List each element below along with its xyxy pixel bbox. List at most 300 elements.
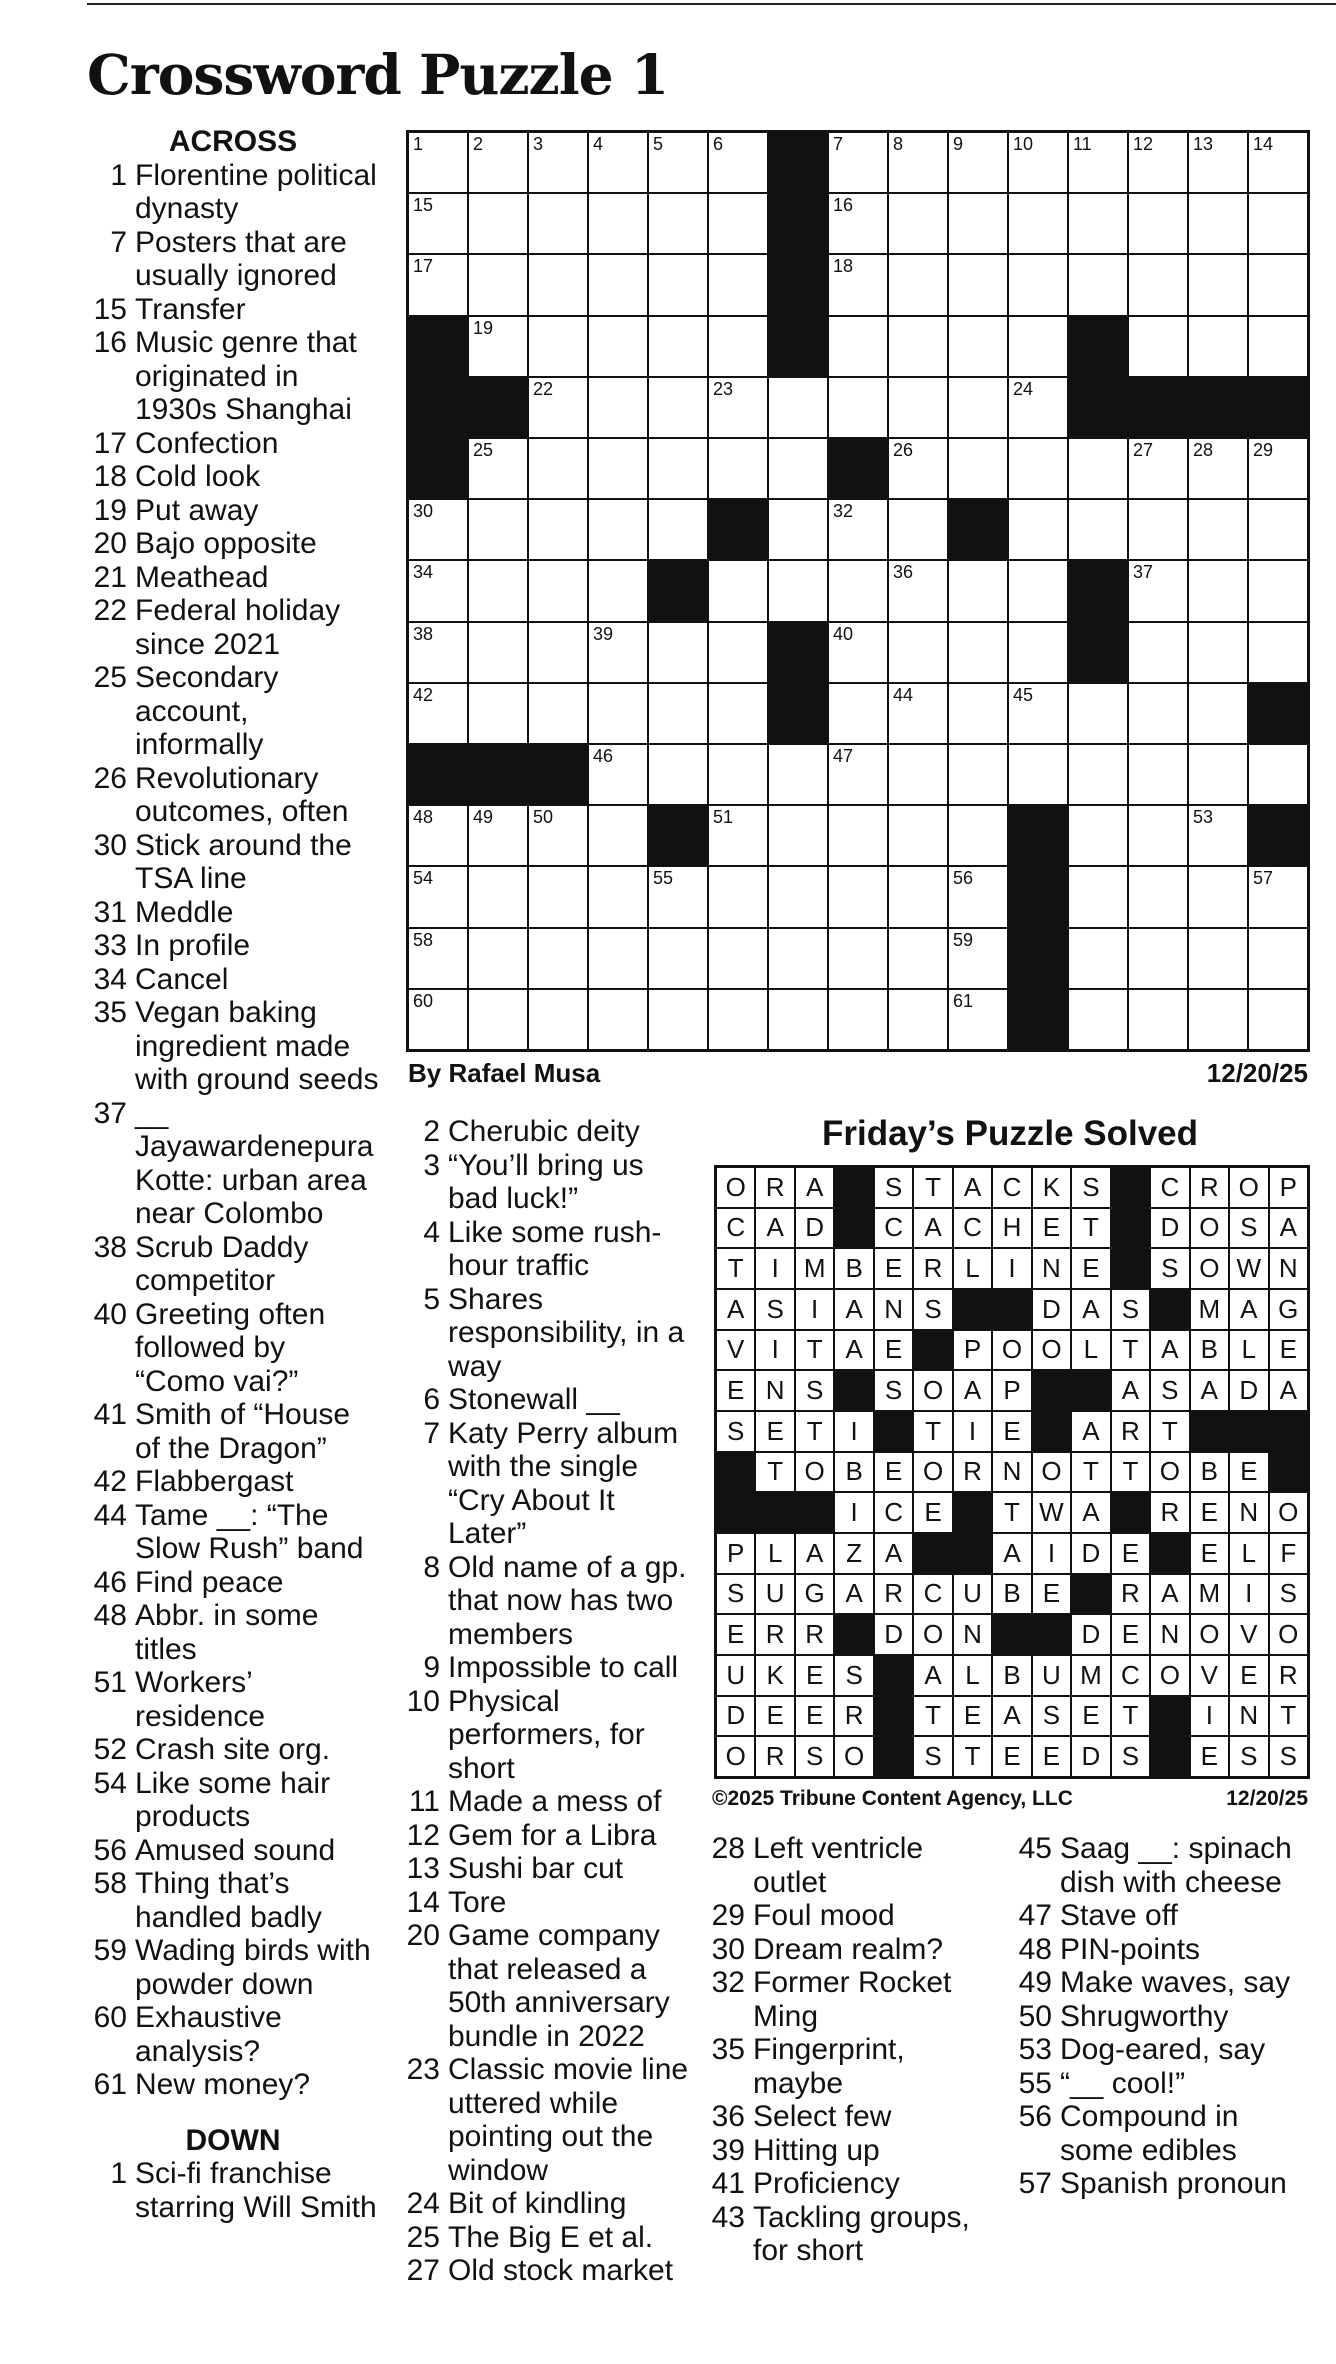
black-square — [717, 1493, 754, 1532]
grid-cell[interactable] — [529, 133, 587, 192]
clue-text: Tore — [448, 1885, 507, 1919]
grid-cell[interactable] — [649, 929, 707, 988]
black-square — [709, 500, 767, 559]
across-clues-column — [87, 125, 379, 2224]
solution-cell: L — [1230, 1331, 1267, 1370]
clue — [87, 1934, 379, 2001]
grid-cell[interactable] — [1249, 867, 1307, 926]
grid-cell[interactable] — [649, 990, 707, 1049]
clue — [87, 1834, 379, 1868]
grid-cell[interactable] — [709, 439, 767, 498]
grid-cell[interactable] — [1129, 317, 1187, 376]
grid-cell[interactable] — [1189, 623, 1247, 682]
grid-cell[interactable] — [469, 561, 527, 620]
solution-cell: S — [1151, 1371, 1188, 1410]
solution-cell: O — [914, 1371, 951, 1410]
grid-cell[interactable] — [769, 929, 827, 988]
cell-number: 53 — [1193, 807, 1214, 828]
cell-number: 10 — [1013, 134, 1034, 154]
grid-cell[interactable] — [1009, 623, 1067, 682]
grid-cell[interactable] — [829, 255, 887, 314]
grid-cell[interactable] — [709, 684, 767, 743]
grid-cell[interactable] — [1129, 500, 1187, 559]
grid-cell[interactable] — [949, 561, 1007, 620]
grid-cell[interactable] — [1069, 867, 1127, 926]
solution-cell: Z — [835, 1534, 872, 1573]
grid-cell[interactable] — [649, 317, 707, 376]
black-square — [914, 1331, 951, 1370]
cell-number: 34 — [413, 562, 434, 583]
clue-text: Secondary account, informally — [135, 661, 279, 761]
clue — [87, 1599, 379, 1666]
clue-number: 22 — [93, 594, 127, 627]
grid-cell[interactable] — [649, 500, 707, 559]
grid-cell[interactable] — [1009, 378, 1067, 437]
grid-cell[interactable] — [829, 745, 887, 804]
grid-cell[interactable] — [889, 745, 947, 804]
black-square — [1112, 1168, 1149, 1207]
grid-cell[interactable] — [529, 623, 587, 682]
solution-cell: E — [717, 1371, 754, 1410]
grid-cell[interactable] — [1129, 929, 1187, 988]
clue-text: __ Jayawardenepura Kotte: urban area near Colombo — [135, 1096, 374, 1230]
grid-cell[interactable] — [829, 684, 887, 743]
grid-cell[interactable] — [709, 255, 767, 314]
grid-cell[interactable] — [469, 133, 527, 192]
clue — [705, 1832, 995, 1899]
grid-cell[interactable] — [889, 684, 947, 743]
grid-cell[interactable] — [1249, 133, 1307, 192]
grid-cell[interactable] — [529, 317, 587, 376]
grid-cell[interactable] — [949, 867, 1007, 926]
grid-cell[interactable] — [409, 255, 467, 314]
grid-cell[interactable] — [949, 684, 1007, 743]
grid-cell[interactable] — [949, 623, 1007, 682]
black-square — [1249, 684, 1307, 743]
solution-cell: E — [1033, 1737, 1070, 1776]
grid-cell[interactable] — [1249, 317, 1307, 376]
grid-cell[interactable] — [769, 867, 827, 926]
grid-cell[interactable] — [1069, 194, 1127, 253]
solution-cell: K — [756, 1656, 793, 1695]
grid-cell[interactable] — [649, 439, 707, 498]
solution-cell: C — [717, 1209, 754, 1248]
cell-number: 1 — [413, 134, 424, 154]
grid-cell[interactable] — [1189, 867, 1247, 926]
clue-text: Flabbergast — [135, 1465, 294, 1498]
solution-cell: E — [717, 1615, 754, 1654]
grid-cell[interactable] — [1129, 133, 1187, 192]
cell-number: 42 — [413, 684, 434, 705]
solution-cell: I — [756, 1249, 793, 1288]
grid-cell[interactable] — [649, 684, 707, 743]
grid-cell[interactable] — [709, 929, 767, 988]
solution-cell: W — [1033, 1493, 1070, 1532]
grid-cell[interactable] — [769, 745, 827, 804]
black-square — [835, 1168, 872, 1207]
grid-cell[interactable] — [409, 806, 467, 865]
grid-cell[interactable] — [649, 867, 707, 926]
grid-cell[interactable] — [529, 194, 587, 253]
grid-cell[interactable] — [949, 990, 1007, 1049]
grid-cell[interactable] — [529, 561, 587, 620]
grid-cell[interactable] — [1189, 745, 1247, 804]
clue-text: Thing that’s handled badly — [135, 1867, 322, 1934]
grid-cell[interactable] — [529, 500, 587, 559]
grid-cell[interactable] — [769, 439, 827, 498]
solution-cell: T — [1270, 1697, 1307, 1736]
grid-cell[interactable] — [829, 317, 887, 376]
grid-cell[interactable] — [889, 500, 947, 559]
grid-cell[interactable] — [1249, 623, 1307, 682]
grid-cell[interactable] — [709, 867, 767, 926]
grid-cell[interactable] — [829, 561, 887, 620]
grid-cell[interactable] — [709, 806, 767, 865]
solution-cell: R — [756, 1737, 793, 1776]
clue — [87, 293, 379, 327]
clue-number: 20 — [406, 1919, 440, 1952]
grid-cell[interactable] — [589, 806, 647, 865]
grid-cell[interactable] — [1009, 439, 1067, 498]
solution-cell: A — [1072, 1412, 1109, 1451]
grid-cell[interactable] — [769, 500, 827, 559]
cell-number: 44 — [893, 684, 914, 705]
grid-cell[interactable] — [469, 929, 527, 988]
solution-cell: N — [954, 1615, 991, 1654]
solution-cell: A — [1270, 1371, 1307, 1410]
grid-cell[interactable] — [409, 867, 467, 926]
clue — [705, 2100, 995, 2134]
grid-cell[interactable] — [889, 929, 947, 988]
grid-cell[interactable] — [1009, 194, 1067, 253]
solution-cell: C — [1151, 1168, 1188, 1207]
grid-cell[interactable] — [469, 500, 527, 559]
grid-cell[interactable] — [949, 378, 1007, 437]
grid-cell[interactable] — [889, 867, 947, 926]
grid-cell[interactable] — [769, 806, 827, 865]
grid-cell[interactable] — [409, 623, 467, 682]
grid-cell[interactable] — [829, 990, 887, 1049]
down-clues-column-2 — [400, 1115, 690, 2288]
grid-cell[interactable] — [469, 867, 527, 926]
clue-text: Tackling groups, for short — [753, 2200, 970, 2267]
grid-cell[interactable] — [469, 806, 527, 865]
grid-cell[interactable] — [829, 194, 887, 253]
black-square — [954, 1493, 991, 1532]
clue — [400, 2187, 690, 2221]
grid-cell[interactable] — [1009, 745, 1067, 804]
solution-cell: O — [835, 1737, 872, 1776]
grid-cell[interactable] — [589, 867, 647, 926]
solution-cell: U — [756, 1575, 793, 1614]
solution-cell: R — [914, 1249, 951, 1288]
grid-cell[interactable] — [649, 378, 707, 437]
grid-cell[interactable] — [649, 255, 707, 314]
clue-text: Federal holiday since 2021 — [135, 594, 341, 661]
grid-cell[interactable] — [1189, 133, 1247, 192]
grid-cell[interactable] — [949, 439, 1007, 498]
grid-cell[interactable] — [889, 623, 947, 682]
grid-cell[interactable] — [1189, 439, 1247, 498]
black-square — [875, 1697, 912, 1736]
grid-cell[interactable] — [409, 684, 467, 743]
grid-cell[interactable] — [1069, 745, 1127, 804]
grid-cell[interactable] — [1129, 194, 1187, 253]
clue-number: 37 — [93, 1096, 127, 1130]
grid-cell[interactable] — [529, 806, 587, 865]
solution-cell: R — [875, 1575, 912, 1614]
grid-cell[interactable] — [469, 439, 527, 498]
grid-cell[interactable] — [709, 623, 767, 682]
cell-number: 29 — [1253, 440, 1274, 460]
grid-cell[interactable] — [949, 745, 1007, 804]
grid-cell[interactable] — [949, 133, 1007, 192]
grid-cell[interactable] — [1009, 684, 1067, 743]
solution-cell: S — [1033, 1697, 1070, 1736]
grid-cell[interactable] — [529, 439, 587, 498]
grid-cell[interactable] — [1249, 255, 1307, 314]
grid-cell[interactable] — [1069, 133, 1127, 192]
grid-cell[interactable] — [1129, 623, 1187, 682]
grid-cell[interactable] — [1009, 255, 1067, 314]
grid-cell[interactable] — [1069, 500, 1127, 559]
solution-cell: F — [1270, 1534, 1307, 1573]
grid-cell[interactable] — [949, 317, 1007, 376]
grid-cell[interactable] — [409, 500, 467, 559]
grid-cell[interactable] — [1069, 255, 1127, 314]
grid-cell[interactable] — [409, 133, 467, 192]
clue — [87, 460, 379, 494]
grid-cell[interactable] — [589, 255, 647, 314]
grid-cell[interactable] — [1249, 745, 1307, 804]
grid-cell[interactable] — [889, 806, 947, 865]
grid-cell[interactable] — [1189, 806, 1247, 865]
solution-cell: E — [1191, 1534, 1228, 1573]
grid-cell[interactable] — [949, 255, 1007, 314]
grid-cell[interactable] — [709, 378, 767, 437]
solution-cell: S — [914, 1737, 951, 1776]
grid-cell[interactable] — [889, 439, 947, 498]
grid-cell[interactable] — [889, 561, 947, 620]
cell-number: 7 — [833, 134, 844, 154]
solution-cell: E — [875, 1331, 912, 1370]
solution-cell: S — [796, 1371, 833, 1410]
solution-cell: C — [954, 1209, 991, 1248]
grid-cell[interactable] — [529, 255, 587, 314]
grid-cell[interactable] — [1069, 806, 1127, 865]
grid-cell[interactable] — [829, 133, 887, 192]
grid-cell[interactable] — [949, 194, 1007, 253]
grid-cell[interactable] — [1129, 990, 1187, 1049]
clue-number: 47 — [1018, 1899, 1052, 1932]
clue — [87, 1767, 379, 1834]
grid-cell[interactable] — [589, 500, 647, 559]
grid-cell[interactable] — [1129, 806, 1187, 865]
grid-cell[interactable] — [1189, 929, 1247, 988]
clue — [87, 494, 379, 528]
grid-cell[interactable] — [889, 317, 947, 376]
grid-cell[interactable] — [709, 745, 767, 804]
grid-cell[interactable] — [1129, 684, 1187, 743]
solution-cell: T — [1072, 1209, 1109, 1248]
clue-number: 43 — [711, 2200, 745, 2234]
grid-cell[interactable] — [529, 990, 587, 1049]
grid-cell[interactable] — [709, 317, 767, 376]
clue-number: 34 — [93, 962, 127, 996]
grid-cell[interactable] — [409, 990, 467, 1049]
copyright: ©2025 Tribune Content Agency, LLC — [712, 1787, 1073, 1810]
grid-cell[interactable] — [1249, 439, 1307, 498]
grid-cell[interactable] — [409, 194, 467, 253]
grid-cell[interactable] — [469, 317, 527, 376]
grid-cell[interactable] — [1189, 255, 1247, 314]
clue-number: 54 — [93, 1766, 127, 1800]
grid-cell[interactable] — [409, 561, 467, 620]
black-square — [796, 1493, 833, 1532]
grid-cell[interactable] — [889, 378, 947, 437]
clue-number: 25 — [406, 2220, 440, 2254]
grid-cell[interactable] — [1249, 500, 1307, 559]
clue-text: Abbr. in some titles — [135, 1599, 319, 1666]
grid-cell[interactable] — [709, 194, 767, 253]
grid-cell[interactable] — [1129, 745, 1187, 804]
grid-cell[interactable] — [769, 990, 827, 1049]
grid-cell[interactable] — [1069, 929, 1127, 988]
solution-cell: A — [717, 1290, 754, 1329]
solution-cell: N — [1230, 1697, 1267, 1736]
grid-cell[interactable] — [1249, 561, 1307, 620]
black-square — [1151, 1290, 1188, 1329]
clue-number: 1 — [110, 158, 127, 192]
clue-text: Dream realm? — [753, 1932, 944, 1966]
clue-number: 14 — [406, 1885, 440, 1919]
grid-cell[interactable] — [589, 745, 647, 804]
grid-cell[interactable] — [769, 561, 827, 620]
grid-cell[interactable] — [1069, 990, 1127, 1049]
grid-cell[interactable] — [1009, 317, 1067, 376]
grid-cell[interactable] — [469, 623, 527, 682]
grid-cell[interactable] — [469, 990, 527, 1049]
grid-cell[interactable] — [1129, 255, 1187, 314]
grid-cell[interactable] — [1249, 990, 1307, 1049]
grid-cell[interactable] — [1249, 929, 1307, 988]
grid-cell[interactable] — [589, 684, 647, 743]
grid-cell[interactable] — [709, 133, 767, 192]
cell-number: 57 — [1253, 868, 1274, 889]
solution-cell: M — [796, 1249, 833, 1288]
grid-cell[interactable] — [469, 255, 527, 314]
cell-number: 48 — [413, 807, 434, 828]
grid-cell[interactable] — [1189, 500, 1247, 559]
grid-cell[interactable] — [589, 929, 647, 988]
grid-cell[interactable] — [1189, 194, 1247, 253]
cell-number: 54 — [413, 868, 434, 889]
clue-text: Bajo opposite — [135, 527, 317, 560]
grid-cell[interactable] — [709, 990, 767, 1049]
grid-cell[interactable] — [1189, 684, 1247, 743]
solution-cell: R — [1151, 1493, 1188, 1532]
grid-cell[interactable] — [1009, 500, 1067, 559]
grid-cell[interactable] — [1129, 867, 1187, 926]
grid-cell[interactable] — [769, 378, 827, 437]
grid-cell[interactable] — [829, 806, 887, 865]
grid-cell[interactable] — [1069, 439, 1127, 498]
solution-cell: P — [993, 1371, 1030, 1410]
grid-cell[interactable] — [649, 194, 707, 253]
grid-cell[interactable] — [589, 623, 647, 682]
grid-cell[interactable] — [829, 623, 887, 682]
grid-cell[interactable] — [649, 745, 707, 804]
black-square — [769, 133, 827, 192]
clue — [87, 561, 379, 595]
grid-cell[interactable] — [829, 378, 887, 437]
grid-cell[interactable] — [649, 623, 707, 682]
grid-cell[interactable] — [1189, 317, 1247, 376]
grid-cell[interactable] — [829, 500, 887, 559]
grid-cell[interactable] — [1189, 561, 1247, 620]
grid-cell[interactable] — [1069, 684, 1127, 743]
grid-cell[interactable] — [889, 194, 947, 253]
grid-cell[interactable] — [469, 194, 527, 253]
solution-cell: I — [1230, 1575, 1267, 1614]
grid-cell[interactable] — [529, 684, 587, 743]
grid-cell[interactable] — [589, 561, 647, 620]
grid-cell[interactable] — [1129, 561, 1187, 620]
solution-cell: T — [796, 1412, 833, 1451]
black-square — [469, 378, 527, 437]
grid-cell[interactable] — [589, 439, 647, 498]
solution-cell: G — [796, 1575, 833, 1614]
grid-cell[interactable] — [949, 929, 1007, 988]
solution-cell: U — [1033, 1656, 1070, 1695]
grid-cell[interactable] — [589, 990, 647, 1049]
grid-cell[interactable] — [529, 378, 587, 437]
grid-cell[interactable] — [589, 317, 647, 376]
grid-cell[interactable] — [829, 929, 887, 988]
black-square — [993, 1290, 1030, 1329]
grid-cell[interactable] — [1129, 439, 1187, 498]
grid-cell[interactable] — [889, 133, 947, 192]
clue-text: Classic movie line uttered while pointing out the window — [448, 2053, 689, 2187]
clue — [87, 1465, 379, 1499]
grid-cell[interactable] — [889, 255, 947, 314]
grid-cell[interactable] — [529, 867, 587, 926]
grid-cell[interactable] — [649, 133, 707, 192]
grid-cell[interactable] — [409, 929, 467, 988]
grid-cell[interactable] — [1009, 133, 1067, 192]
solution-cell: B — [835, 1249, 872, 1288]
grid-cell[interactable] — [589, 194, 647, 253]
black-square — [1072, 1371, 1109, 1410]
grid-cell[interactable] — [529, 929, 587, 988]
solution-cell: A — [1270, 1209, 1307, 1248]
grid-cell[interactable] — [469, 684, 527, 743]
grid-cell[interactable] — [589, 378, 647, 437]
black-square — [914, 1534, 951, 1573]
grid-cell[interactable] — [1249, 194, 1307, 253]
grid-cell[interactable] — [589, 133, 647, 192]
solution-cell: O — [1191, 1209, 1228, 1248]
grid-cell[interactable] — [709, 561, 767, 620]
clue — [87, 1298, 379, 1399]
grid-cell[interactable] — [1009, 561, 1067, 620]
clue-text: Bit of kindling — [448, 2187, 627, 2220]
grid-cell[interactable] — [949, 806, 1007, 865]
grid-cell[interactable] — [889, 990, 947, 1049]
grid-cell[interactable] — [1189, 990, 1247, 1049]
grid-cell[interactable] — [829, 867, 887, 926]
cell-number: 49 — [473, 807, 494, 828]
